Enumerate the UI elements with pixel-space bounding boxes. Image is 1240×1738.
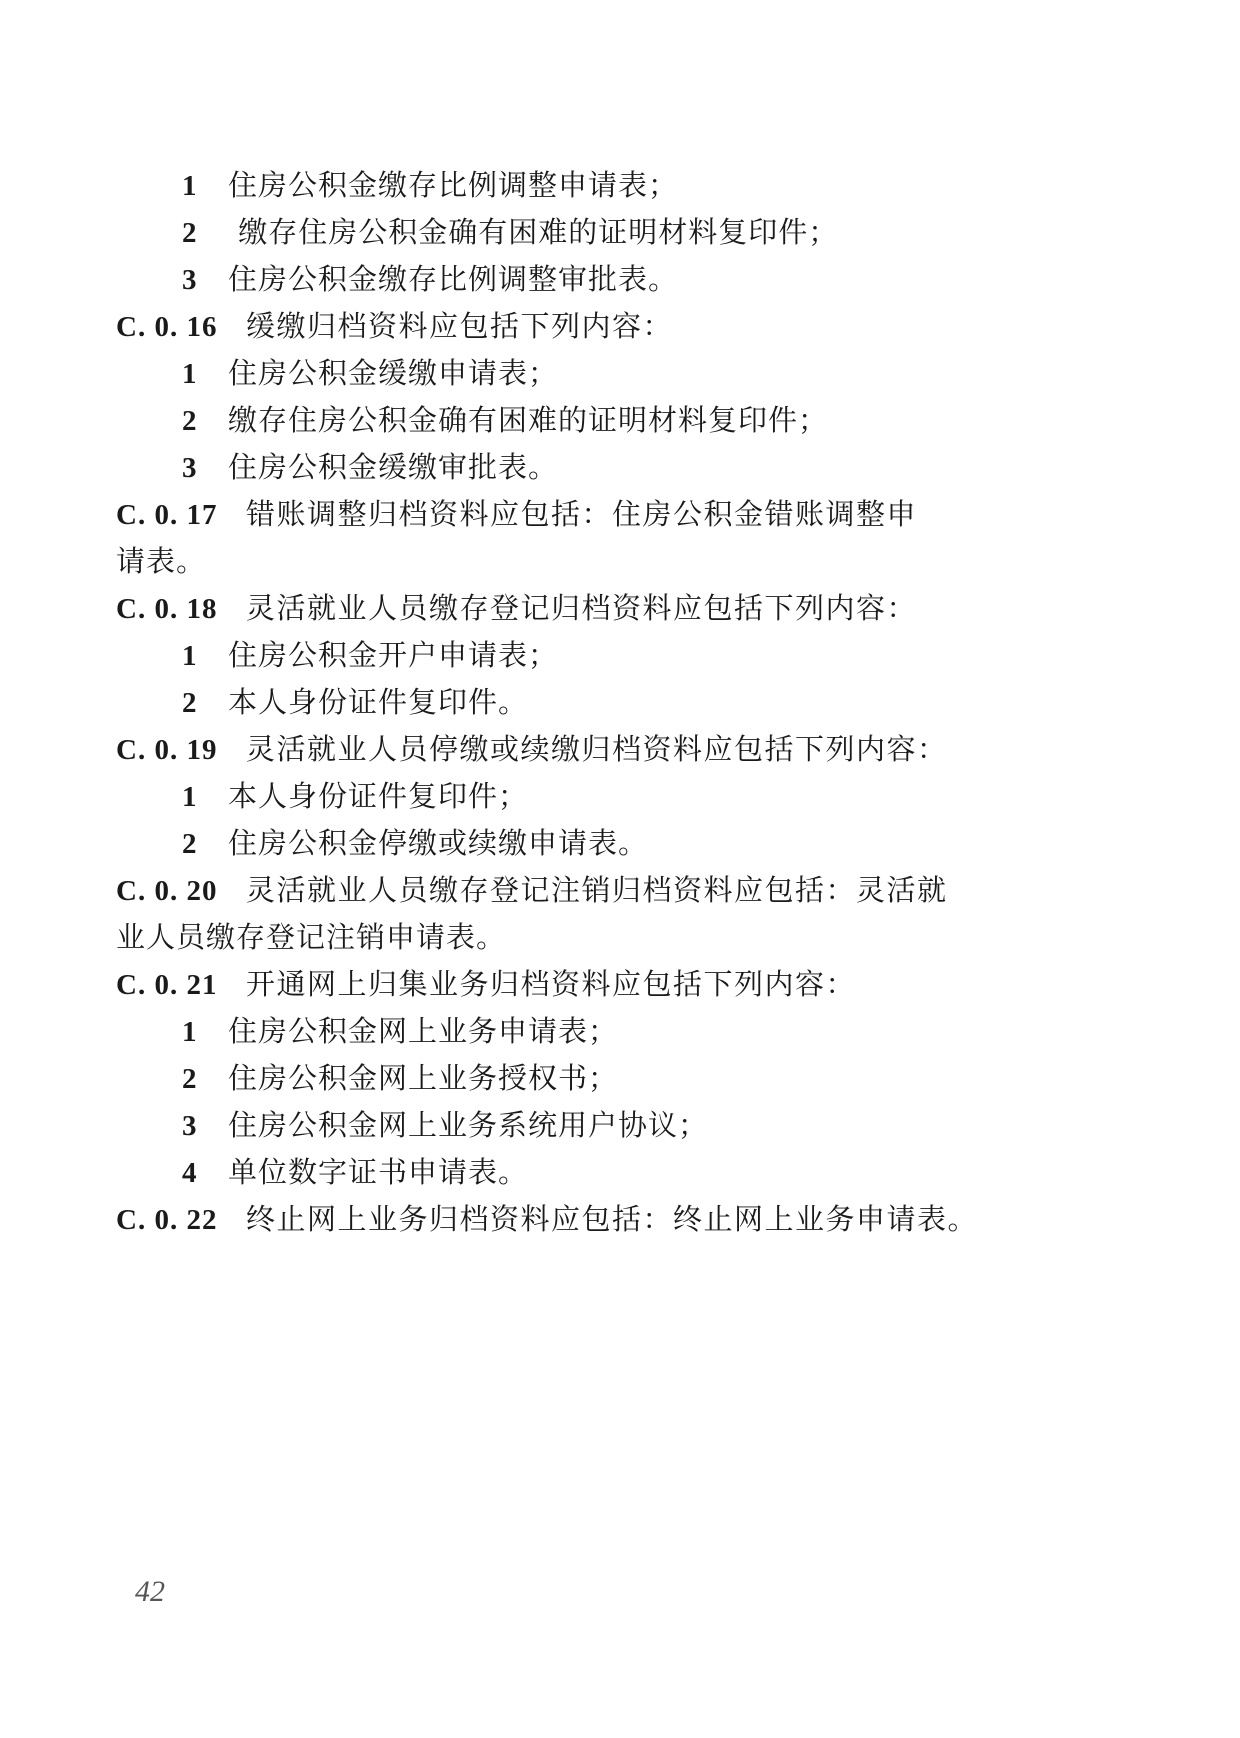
clause-heading — [116, 961, 1016, 1007]
item-text: 住房公积金缴存比例调整申请表； — [228, 168, 679, 202]
item-text: 住房公积金开户申请表； — [228, 638, 559, 672]
clause-heading — [116, 726, 1016, 772]
item-text: 住房公积金停缴或续缴申请表。 — [228, 826, 649, 860]
item-text: 单位数字证书申请表。 — [228, 1155, 529, 1189]
clause-heading — [116, 491, 1016, 537]
clause-text: 灵活就业人员缴存登记归档资料应包括下列内容： — [246, 591, 918, 625]
item-text: 住房公积金缓缴申请表； — [228, 356, 559, 390]
clause-text: 灵活就业人员停缴或续缴归档资料应包括下列内容： — [246, 732, 948, 766]
list-item — [116, 209, 1016, 255]
item-number: 4 — [182, 1157, 198, 1189]
clause-number: C. 0. 19 — [116, 734, 218, 766]
clause-heading — [116, 1196, 1016, 1242]
clause-heading — [116, 303, 1016, 349]
clause-number: C. 0. 18 — [116, 593, 218, 625]
list-item — [116, 820, 1016, 866]
item-number: 1 — [182, 1016, 198, 1048]
clause-heading — [116, 585, 1016, 631]
item-text: 本人身份证件复印件； — [228, 779, 529, 813]
clause-heading — [116, 867, 1016, 913]
list-item — [116, 256, 1016, 302]
list-item — [116, 632, 1016, 678]
list-item — [116, 679, 1016, 725]
list-item — [116, 350, 1016, 396]
item-text: 住房公积金网上业务授权书； — [228, 1061, 619, 1095]
item-number: 2 — [182, 1063, 198, 1095]
list-item — [116, 444, 1016, 490]
item-text: 住房公积金缴存比例调整审批表。 — [228, 262, 679, 296]
list-item — [116, 773, 1016, 819]
clause-text: 灵活就业人员缴存登记注销归档资料应包括：灵活就 — [246, 873, 948, 907]
clause-number: C. 0. 21 — [116, 969, 218, 1001]
item-text: 本人身份证件复印件。 — [228, 685, 529, 719]
clause-text: 开通网上归集业务归档资料应包括下列内容： — [246, 967, 857, 1001]
item-number: 3 — [182, 264, 198, 296]
clause-number: C. 0. 16 — [116, 311, 218, 343]
item-text: 缴存住房公积金确有困难的证明材料复印件； — [228, 215, 839, 249]
list-item — [116, 1008, 1016, 1054]
page-number: 42 — [135, 1575, 165, 1608]
list-item — [116, 162, 1016, 208]
item-number: 1 — [182, 358, 198, 390]
item-text: 住房公积金缓缴审批表。 — [228, 450, 559, 484]
clause-continuation: 请表。 — [116, 544, 207, 578]
item-number: 2 — [182, 828, 198, 860]
clause-number: C. 0. 17 — [116, 499, 218, 531]
item-text: 缴存住房公积金确有困难的证明材料复印件； — [228, 403, 829, 437]
item-number: 3 — [182, 1110, 198, 1142]
list-item — [116, 397, 1016, 443]
item-number: 2 — [182, 217, 198, 249]
clause-number: C. 0. 22 — [116, 1204, 218, 1236]
item-text: 住房公积金网上业务系统用户协议； — [228, 1108, 709, 1142]
item-number: 1 — [182, 170, 198, 202]
list-item — [116, 1102, 1016, 1148]
clause-text: 终止网上业务归档资料应包括：终止网上业务申请表。 — [246, 1202, 979, 1236]
list-item — [116, 1149, 1016, 1195]
clause-number: C. 0. 20 — [116, 875, 218, 907]
clause-text: 错账调整归档资料应包括：住房公积金错账调整申 — [246, 497, 918, 531]
item-number: 1 — [182, 781, 198, 813]
list-item — [116, 1055, 1016, 1101]
item-text: 住房公积金网上业务申请表； — [228, 1014, 619, 1048]
item-number: 3 — [182, 452, 198, 484]
clause-text: 缓缴归档资料应包括下列内容： — [246, 309, 674, 343]
item-number: 2 — [182, 405, 198, 437]
clause-continuation: 业人员缴存登记注销申请表。 — [116, 920, 507, 954]
item-number: 1 — [182, 640, 198, 672]
item-number: 2 — [182, 687, 198, 719]
